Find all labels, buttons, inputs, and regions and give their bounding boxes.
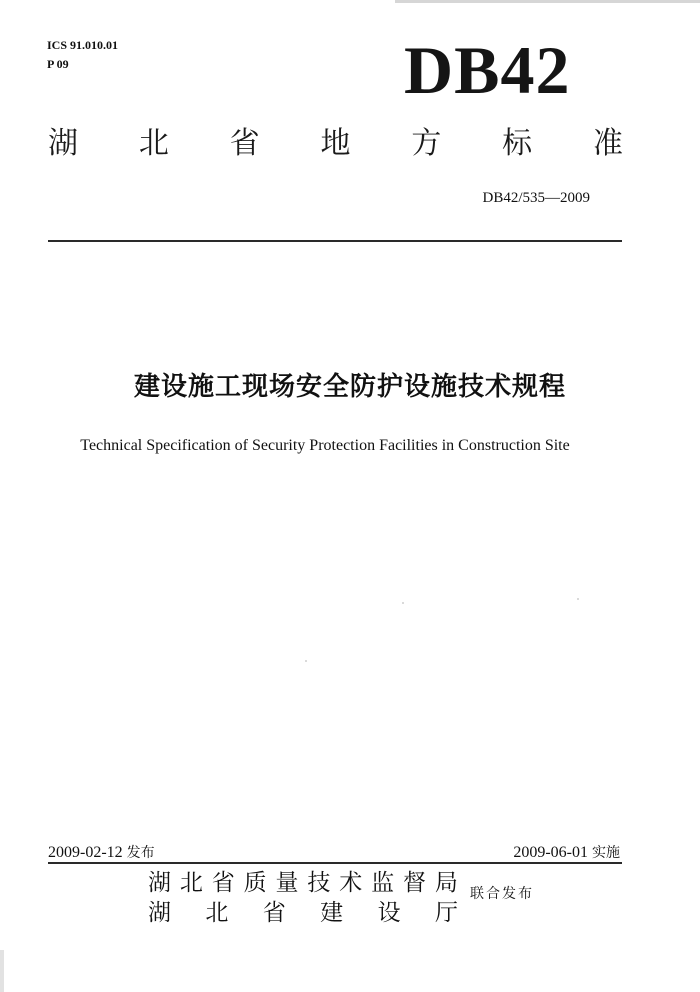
classification-code: P 09 xyxy=(47,57,69,71)
document-title-english: Technical Specification of Security Protection Facilities in Construction Site xyxy=(80,437,570,454)
issuer-char: 督 xyxy=(403,870,426,896)
issuer-char: 厅 xyxy=(434,900,458,926)
joint-issue-label: 联合发布 xyxy=(470,886,534,902)
standard-type-char: 标 xyxy=(502,126,533,161)
issue-date-label: 发布 xyxy=(126,845,155,861)
standard-type-char: 准 xyxy=(592,126,623,161)
issuer-char: 北 xyxy=(205,900,229,926)
scan-edge-left xyxy=(0,950,4,992)
issuer-char: 省 xyxy=(262,900,286,926)
issuer-char: 技 xyxy=(307,870,331,896)
standard-type-char: 省 xyxy=(229,126,260,161)
standard-type-char: 北 xyxy=(138,126,169,161)
issuer-bureau-of-quality xyxy=(148,869,458,897)
db42-logo: DB42 xyxy=(404,32,571,108)
issuer-char: 术 xyxy=(339,870,363,896)
issuer-char: 设 xyxy=(377,900,401,926)
header-divider xyxy=(48,240,622,242)
issuer-char: 量 xyxy=(275,870,299,896)
issuer-char: 质 xyxy=(243,870,267,896)
standard-type-char: 方 xyxy=(411,126,442,161)
scan-edge-top xyxy=(395,0,700,3)
scan-speck xyxy=(577,598,579,600)
standard-type-char: 地 xyxy=(320,126,351,161)
issuer-char: 省 xyxy=(211,870,235,896)
issuer-char: 建 xyxy=(320,900,344,926)
implementation-date-label: 实施 xyxy=(592,845,620,861)
issuer-department-of-construction xyxy=(148,899,458,927)
issue-date xyxy=(48,843,155,863)
issuer-char: 湖 xyxy=(148,870,171,896)
issuer-char: 湖 xyxy=(148,900,171,926)
standard-number: DB42/535—2009 xyxy=(482,190,590,206)
scan-speck xyxy=(402,602,404,604)
scan-speck xyxy=(305,660,307,662)
issuer-char: 北 xyxy=(179,870,203,896)
issuer-char: 监 xyxy=(371,870,395,896)
implementation-date xyxy=(513,843,620,863)
standard-type-char: 湖 xyxy=(48,126,78,161)
standard-type-title xyxy=(48,124,623,164)
document-title-chinese: 建设施工现场安全防护设施技术规程 xyxy=(133,372,566,402)
footer-divider xyxy=(48,862,622,864)
issue-date-value: 2009-02-12 xyxy=(48,844,123,861)
implementation-date-value: 2009-06-01 xyxy=(513,844,588,861)
issuer-char: 局 xyxy=(434,870,458,896)
ics-code: ICS 91.010.01 xyxy=(47,38,119,52)
